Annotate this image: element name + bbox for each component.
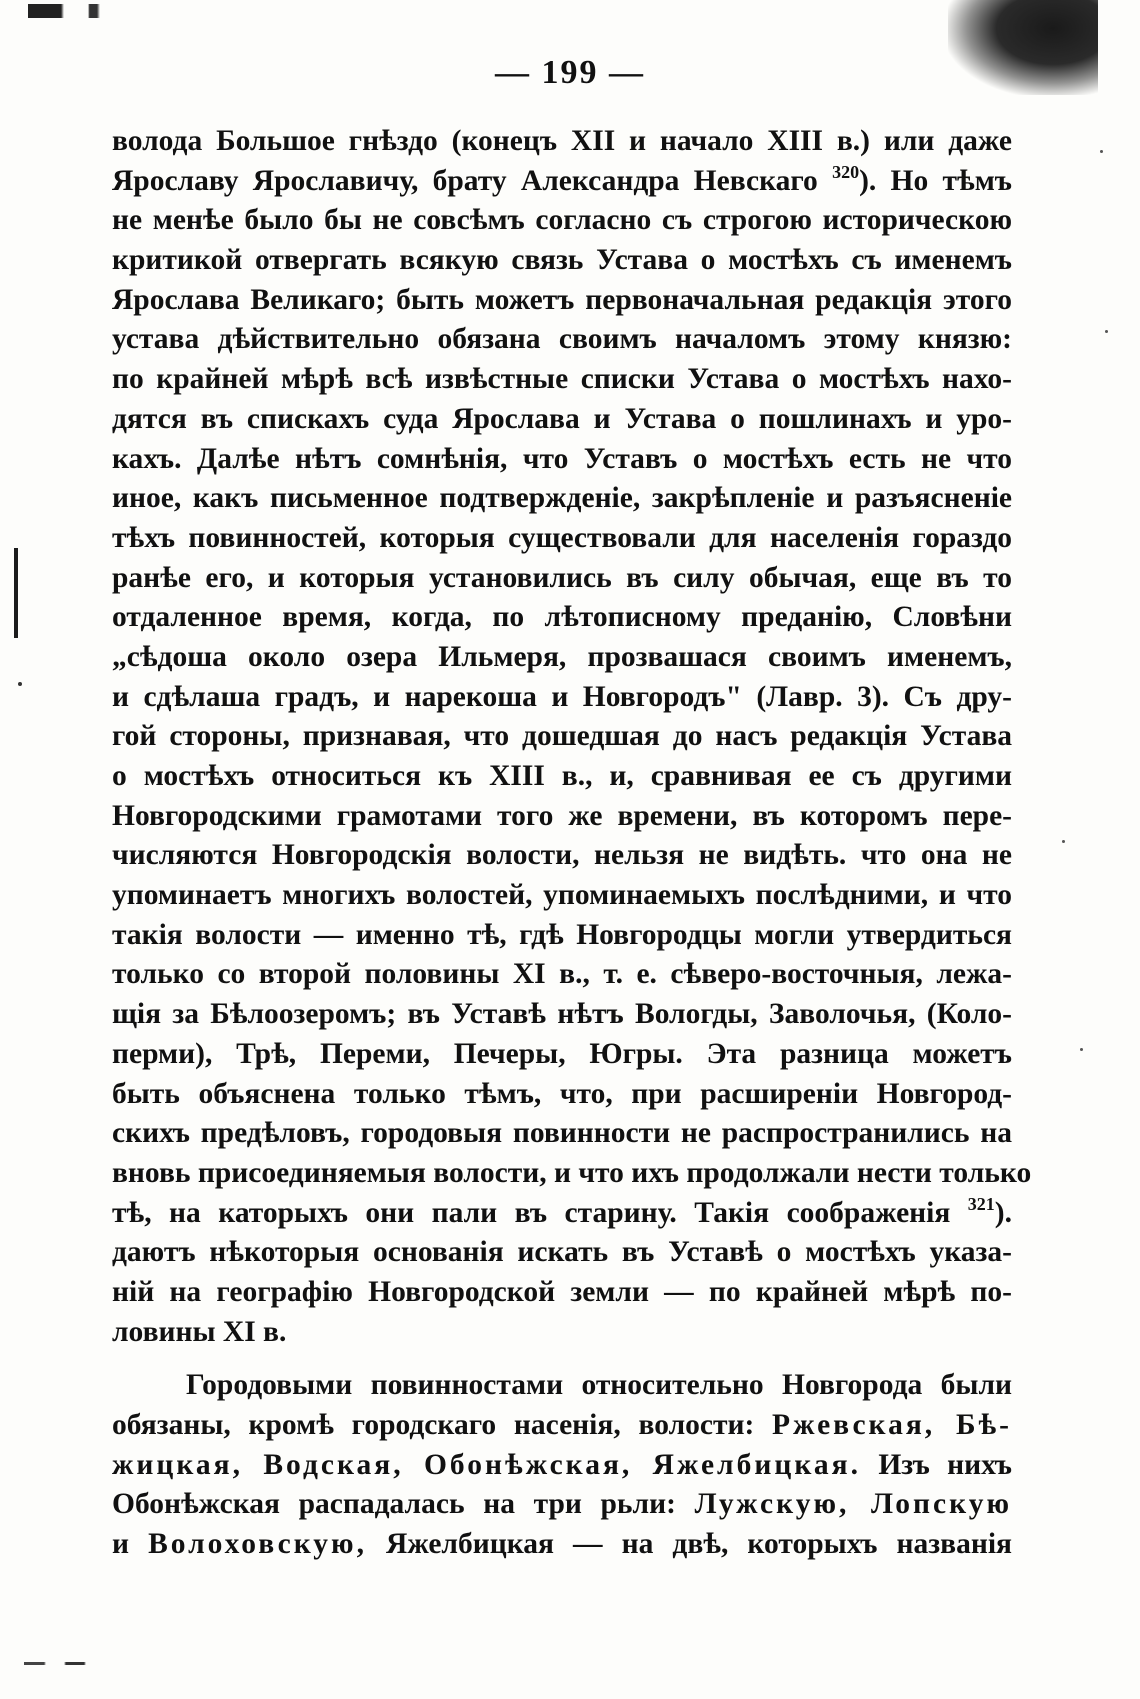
spaced-text-run: Ржевская, Бѣ-: [772, 1409, 1012, 1441]
scan-artifact-bottom-left: [24, 1662, 124, 1665]
scan-margin-bar: [14, 548, 18, 638]
paragraph-1: [112, 122, 1032, 1352]
scan-speck: [1080, 1048, 1083, 1051]
text-line: устава дѣйствительно обязана своимъ началомъ этому князю:: [112, 323, 1012, 356]
text-line: [112, 1485, 1012, 1525]
text-line: упоминаетъ многихъ волостей, упоминаемыхъ послѣдними, и что: [112, 879, 1012, 912]
text-line: критикой отвергать всякую связь Устава о мостѣхъ съ именемъ: [112, 244, 1012, 277]
text-run: и: [112, 1528, 149, 1561]
text-line: щія за Бѣлоозеромъ; въ Уставѣ нѣтъ Вологды, Заволочья, (Коло-: [112, 998, 1012, 1031]
text-line: только со второй половины XI в., т. е. сѣверо-восточныя, лежа-: [112, 958, 1012, 991]
text-line: скихъ предѣловъ, городовыя повинности не распространились на: [112, 1117, 1012, 1150]
text-line: гой стороны, признавая, что дошедшая до насъ редакція Устава: [112, 720, 1012, 753]
text-line: отдаленное время, когда, по лѣтописному преданію, Словѣни: [112, 601, 1012, 634]
text-line: иное, какъ письменное подтвержденіе, закрѣпленіе и разъясненіе: [112, 482, 1012, 515]
scan-speck: [1100, 150, 1103, 153]
text-line: [112, 1446, 1012, 1486]
paragraph-gap: [112, 1352, 1012, 1366]
text-line: и сдѣлаша градъ, и нарекоша и Новгородъ" (Лавр. 3). Съ дру-: [112, 680, 1012, 713]
body-text: [112, 122, 1032, 1565]
text-line: волода Большое гнѣздо (конецъ XII и начало XIII в.) или даже: [112, 125, 1012, 157]
text-line: перми), Трѣ, Переми, Печеры, Югры. Эта разница можетъ: [112, 1037, 1012, 1070]
page-number: — 199 —: [495, 54, 645, 91]
text-line: Новгородскими грамотами того же времени, въ которомъ пере-: [112, 799, 1012, 832]
text-run: Ярославу Ярославичу, брату Александра Невскаго: [112, 164, 833, 197]
scan-margin-dot: [18, 682, 22, 686]
text-line: дятся въ спискахъ суда Ярослава и Устава о пошлинахъ и уро-: [112, 402, 1012, 435]
text-line: Ярослава Великаго; быть можетъ первоначальная редакція этого: [112, 283, 1012, 316]
text-line: Городовыми повинностами относительно Новгорода были: [186, 1369, 1012, 1402]
text-run: ).: [994, 1196, 1012, 1229]
scan-artifact-top-left: [28, 4, 178, 18]
text-line: „сѣдоша около озера Ильмеря, прозвашася своимъ именемъ,: [112, 640, 1012, 673]
text-run: Изъ нихъ: [860, 1448, 1012, 1481]
text-run: Яжелбицкая — на двѣ, которыхъ названія: [366, 1528, 1012, 1561]
text-line: не менѣе было бы не совсѣмъ согласно съ строгою историческою: [112, 204, 1012, 237]
footnote-ref: 321: [967, 1193, 995, 1214]
spaced-text-run: жицкая, Водская, Обонѣжская, Яжелбицкая.: [112, 1448, 861, 1481]
text-line: [112, 1525, 1012, 1565]
text-run: Обонѣжская распадалась на три рьли:: [112, 1488, 695, 1521]
scan-speck: [1062, 840, 1065, 843]
text-line: по крайней мѣрѣ всѣ извѣстные списки Устава о мостѣхъ нахо-: [112, 363, 1012, 396]
text-line: быть объяснена только тѣмъ, что, при расширеніи Новгород-: [112, 1077, 1012, 1110]
text-line: даютъ нѣкоторыя основанія искать въ Уставѣ о мостѣхъ указа-: [112, 1236, 1012, 1269]
scan-speck: [1105, 330, 1108, 333]
text-line: ранѣе его, и которыя установились въ силу обычая, еще въ то: [112, 561, 1012, 594]
text-line: [112, 162, 1012, 202]
text-run: ). Но тѣмъ: [859, 164, 1012, 197]
paragraph-2: [112, 1366, 1012, 1564]
text-line: ловины XI в.: [112, 1315, 287, 1348]
text-line: тѣхъ повинностей, которыя существовали для населенія гораздо: [112, 521, 1012, 554]
spaced-text-run: Лужскую, Лопскую: [694, 1488, 1013, 1521]
text-line: числяются Новгородскія волости, нельзя не видѣть. что она не: [112, 839, 1012, 872]
text-line: [112, 1194, 1012, 1234]
spaced-text-run: Волоховскую,: [148, 1528, 367, 1561]
footnote-ref: 320: [832, 161, 860, 182]
text-line: кахъ. Далѣе нѣтъ сомнѣнія, что Уставъ о мостѣхъ есть не что: [112, 442, 1012, 475]
text-line: вновь присоединяемыя волости, и что ихъ продолжали нести только: [112, 1156, 1032, 1189]
text-line: ній на географію Новгородской земли — по крайней мѣрѣ по-: [112, 1275, 1012, 1308]
text-run: тѣ, на каторыхъ они пали въ старину. Такія соображенія: [112, 1196, 968, 1229]
text-line: о мостѣхъ относиться къ XIII в., и, сравнивая ее съ другими: [112, 760, 1012, 792]
text-run: обязаны, кромѣ городскаго насенія, волости:: [112, 1409, 773, 1441]
text-line: [112, 1406, 1012, 1446]
text-line: такія волости — именно тѣ, гдѣ Новгородцы могли утвердиться: [112, 918, 1012, 951]
